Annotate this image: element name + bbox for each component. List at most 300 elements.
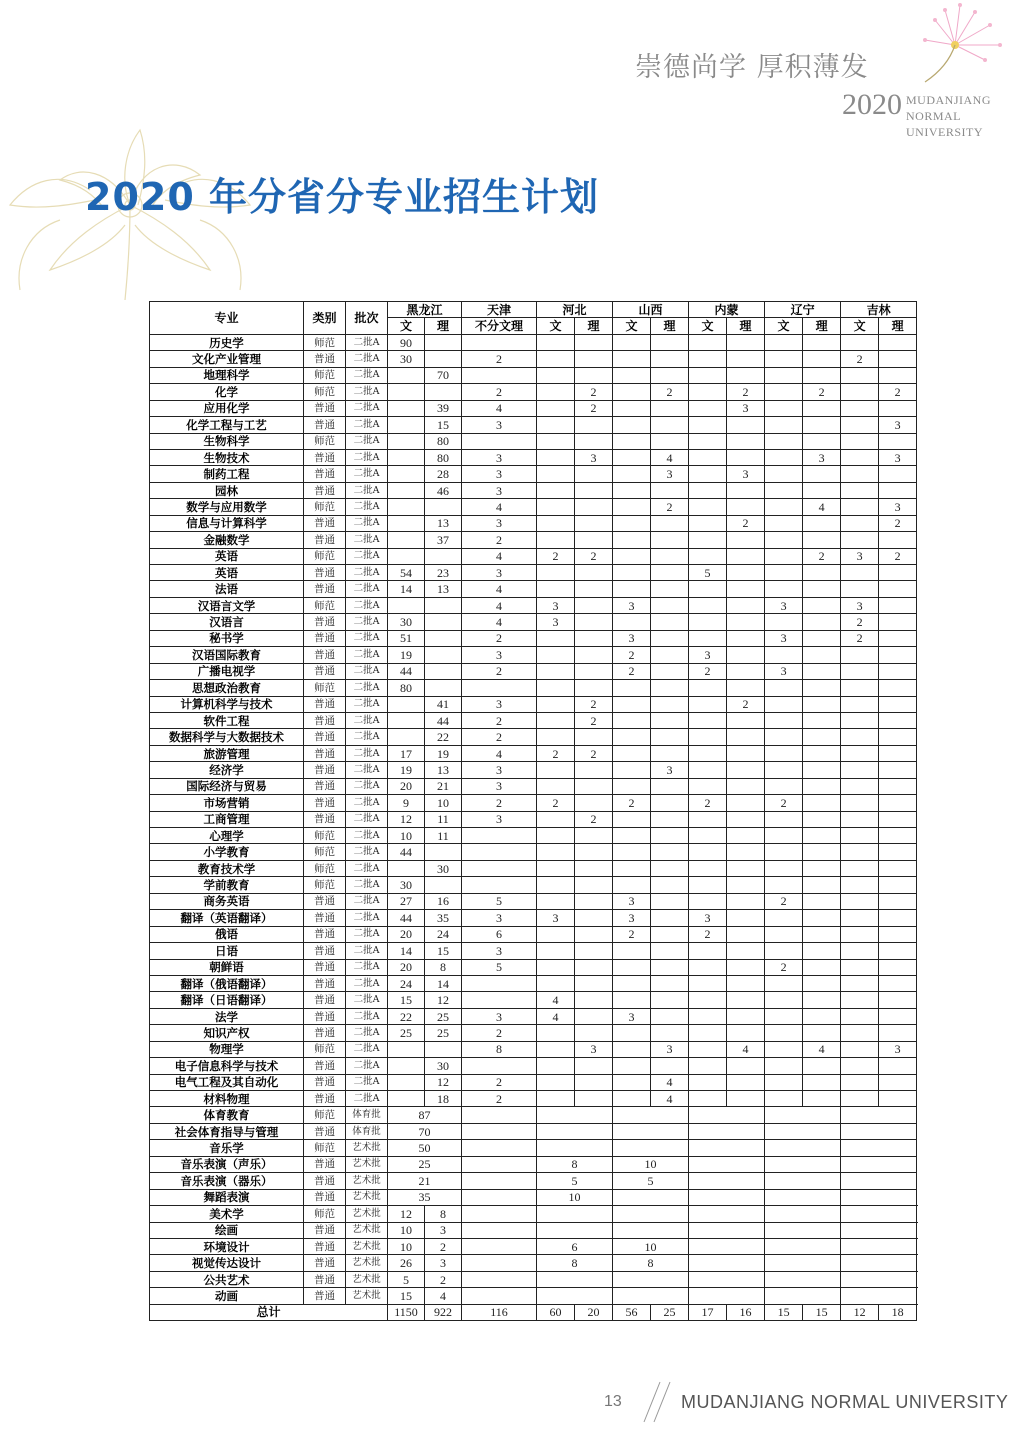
value-cell <box>803 597 841 613</box>
value-cell: 2 <box>425 1238 462 1254</box>
value-cell: 30 <box>388 351 425 367</box>
value-cell: 3 <box>462 696 537 712</box>
value-cell <box>575 1008 613 1024</box>
value-cell: 80 <box>388 680 425 696</box>
value-cell <box>575 1058 613 1074</box>
value-cell: 2 <box>727 515 765 531</box>
total-row <box>150 1304 917 1320</box>
value-cell <box>425 597 462 613</box>
table-row <box>150 811 917 827</box>
value-cell: 20 <box>388 778 425 794</box>
header-li: 理 <box>651 318 689 334</box>
value-cell: 3 <box>462 943 537 959</box>
value-cell <box>575 795 613 811</box>
value-cell <box>575 482 613 498</box>
value-cell <box>727 334 765 350</box>
batch-cell: 二批A <box>346 762 388 778</box>
table-row <box>150 367 917 383</box>
category-cell: 普通 <box>304 400 346 416</box>
header-wen: 文 <box>841 318 879 334</box>
batch-cell: 二批A <box>346 778 388 794</box>
value-cell: 37 <box>425 532 462 548</box>
value-cell <box>651 515 689 531</box>
value-cell: 2 <box>575 400 613 416</box>
value-cell <box>651 795 689 811</box>
value-cell <box>651 811 689 827</box>
value-cell: 3 <box>765 597 803 613</box>
value-cell <box>537 828 575 844</box>
value-cell: 28 <box>425 466 462 482</box>
value-cell <box>765 680 803 696</box>
value-cell <box>575 367 613 383</box>
value-cell <box>841 1074 879 1090</box>
value-cell <box>388 548 425 564</box>
value-cell: 4 <box>462 614 537 630</box>
value-cell <box>425 663 462 679</box>
value-cell <box>388 367 425 383</box>
value-cell <box>879 466 917 482</box>
value-cell <box>727 680 765 696</box>
value-cell <box>879 1025 917 1041</box>
batch-cell: 二批A <box>346 400 388 416</box>
value-cell <box>879 828 917 844</box>
slogan: 崇德尚学 厚积薄发 <box>635 52 869 83</box>
value-cell <box>841 1173 917 1189</box>
value-cell <box>537 630 575 646</box>
value-cell: 13 <box>425 762 462 778</box>
category-cell: 普通 <box>304 943 346 959</box>
major-cell: 知识产权 <box>150 1025 304 1041</box>
header-wen: 文 <box>613 318 651 334</box>
value-cell <box>575 515 613 531</box>
major-cell: 朝鲜语 <box>150 959 304 975</box>
value-cell <box>537 482 575 498</box>
table-row <box>150 877 917 893</box>
value-cell: 44 <box>388 844 425 860</box>
category-cell: 师范 <box>304 334 346 350</box>
value-cell: 2 <box>575 696 613 712</box>
value-cell <box>689 828 727 844</box>
value-cell <box>537 1074 575 1090</box>
major-cell: 绘画 <box>150 1222 304 1238</box>
value-cell <box>425 680 462 696</box>
value-cell: 4 <box>462 597 537 613</box>
value-cell: 23 <box>425 565 462 581</box>
value-cell <box>613 762 651 778</box>
value-cell <box>537 367 575 383</box>
value-cell <box>879 680 917 696</box>
batch-cell: 二批A <box>346 1058 388 1074</box>
value-cell <box>462 1107 537 1123</box>
header-wen: 文 <box>537 318 575 334</box>
value-cell: 3 <box>462 910 537 926</box>
major-cell: 日语 <box>150 943 304 959</box>
value-cell <box>462 1271 537 1287</box>
value-cell <box>727 910 765 926</box>
value-cell <box>537 975 575 991</box>
value-cell <box>841 1008 879 1024</box>
table-row <box>150 1288 917 1304</box>
value-cell <box>689 1238 765 1254</box>
value-cell: 3 <box>879 417 917 433</box>
value-cell <box>841 1041 879 1057</box>
batch-cell: 二批A <box>346 844 388 860</box>
value-cell: 8 <box>462 1041 537 1057</box>
value-cell <box>841 1107 917 1123</box>
value-cell: 2 <box>575 745 613 761</box>
value-cell <box>689 844 727 860</box>
value-cell: 3 <box>613 893 651 909</box>
value-cell <box>651 696 689 712</box>
batch-cell: 二批A <box>346 729 388 745</box>
value-cell <box>425 1041 462 1057</box>
value-cell <box>462 1123 537 1139</box>
value-cell: 3 <box>765 663 803 679</box>
value-cell <box>765 1123 841 1139</box>
value-cell: 8 <box>613 1255 689 1271</box>
major-cell: 公共艺术 <box>150 1271 304 1287</box>
batch-cell: 二批A <box>346 910 388 926</box>
value-cell <box>841 778 879 794</box>
value-cell <box>689 499 727 515</box>
value-cell <box>388 384 425 400</box>
value-cell <box>613 1091 651 1107</box>
value-cell <box>689 992 727 1008</box>
value-cell <box>575 351 613 367</box>
value-cell: 2 <box>689 795 727 811</box>
value-cell <box>537 1288 613 1304</box>
value-cell: 4 <box>803 1041 841 1057</box>
value-cell <box>537 778 575 794</box>
major-cell: 秘书学 <box>150 630 304 646</box>
table-row <box>150 860 917 876</box>
category-cell: 师范 <box>304 828 346 844</box>
value-cell <box>765 417 803 433</box>
value-cell <box>803 910 841 926</box>
value-cell: 3 <box>651 762 689 778</box>
value-cell: 19 <box>388 647 425 663</box>
value-cell: 3 <box>689 647 727 663</box>
major-cell: 汉语言 <box>150 614 304 630</box>
value-cell <box>462 1222 537 1238</box>
value-cell <box>765 1025 803 1041</box>
value-cell <box>651 778 689 794</box>
value-cell <box>879 597 917 613</box>
value-cell: 44 <box>425 712 462 728</box>
table-row <box>150 1173 917 1189</box>
category-cell: 普通 <box>304 565 346 581</box>
header-li: 理 <box>425 318 462 334</box>
value-cell <box>727 745 765 761</box>
value-cell: 19 <box>425 745 462 761</box>
value-cell: 50 <box>388 1140 462 1156</box>
major-cell: 音乐表演（器乐） <box>150 1173 304 1189</box>
value-cell: 10 <box>388 828 425 844</box>
value-cell: 21 <box>425 778 462 794</box>
value-cell <box>537 499 575 515</box>
batch-cell: 二批A <box>346 614 388 630</box>
value-cell <box>537 449 575 465</box>
batch-cell: 二批A <box>346 499 388 515</box>
value-cell <box>841 828 879 844</box>
category-cell: 普通 <box>304 1156 346 1172</box>
value-cell: 2 <box>727 696 765 712</box>
value-cell <box>841 334 879 350</box>
value-cell <box>575 877 613 893</box>
value-cell <box>765 565 803 581</box>
major-cell: 制药工程 <box>150 466 304 482</box>
value-cell: 2 <box>765 795 803 811</box>
value-cell <box>841 1288 917 1304</box>
value-cell <box>388 449 425 465</box>
major-cell: 历史学 <box>150 334 304 350</box>
value-cell: 13 <box>425 581 462 597</box>
value-cell: 5 <box>689 565 727 581</box>
value-cell <box>575 499 613 515</box>
table-row <box>150 1074 917 1090</box>
total-value-cell: 15 <box>803 1304 841 1320</box>
value-cell <box>879 844 917 860</box>
category-cell: 普通 <box>304 647 346 663</box>
value-cell <box>841 1238 917 1254</box>
value-cell <box>879 893 917 909</box>
value-cell: 3 <box>613 910 651 926</box>
header-li: 理 <box>879 318 917 334</box>
major-cell: 翻译（日语翻译） <box>150 992 304 1008</box>
value-cell <box>841 532 879 548</box>
value-cell: 3 <box>613 630 651 646</box>
value-cell <box>727 1091 765 1107</box>
value-cell: 70 <box>425 367 462 383</box>
category-cell: 普通 <box>304 893 346 909</box>
value-cell <box>537 762 575 778</box>
value-cell <box>537 1206 613 1222</box>
value-cell <box>803 975 841 991</box>
batch-cell: 艺术批 <box>346 1206 388 1222</box>
value-cell <box>575 844 613 860</box>
value-cell <box>803 795 841 811</box>
category-cell: 普通 <box>304 1255 346 1271</box>
value-cell <box>765 384 803 400</box>
category-cell: 师范 <box>304 548 346 564</box>
value-cell <box>388 400 425 416</box>
value-cell <box>537 400 575 416</box>
category-cell: 师范 <box>304 1140 346 1156</box>
value-cell: 13 <box>425 515 462 531</box>
table-row <box>150 844 917 860</box>
value-cell <box>879 1091 917 1107</box>
value-cell <box>841 992 879 1008</box>
table-row <box>150 565 917 581</box>
value-cell: 90 <box>388 334 425 350</box>
table-row <box>150 910 917 926</box>
value-cell <box>765 1140 841 1156</box>
value-cell: 2 <box>613 926 651 942</box>
batch-cell: 二批A <box>346 515 388 531</box>
value-cell: 44 <box>388 663 425 679</box>
batch-cell: 二批A <box>346 548 388 564</box>
value-cell <box>425 877 462 893</box>
value-cell <box>879 581 917 597</box>
value-cell <box>765 433 803 449</box>
value-cell <box>727 893 765 909</box>
value-cell <box>803 877 841 893</box>
value-cell <box>803 515 841 531</box>
value-cell <box>765 400 803 416</box>
value-cell: 4 <box>462 581 537 597</box>
value-cell <box>388 466 425 482</box>
value-cell <box>841 384 879 400</box>
major-cell: 商务英语 <box>150 893 304 909</box>
value-cell: 3 <box>651 1041 689 1057</box>
value-cell <box>462 1058 537 1074</box>
header-province: 内蒙 <box>689 302 765 318</box>
value-cell <box>803 1058 841 1074</box>
value-cell <box>841 400 879 416</box>
value-cell: 4 <box>462 499 537 515</box>
value-cell <box>803 811 841 827</box>
value-cell <box>689 778 727 794</box>
value-cell: 12 <box>388 811 425 827</box>
value-cell <box>462 1206 537 1222</box>
header-province: 天津 <box>462 302 537 318</box>
value-cell <box>462 975 537 991</box>
value-cell <box>841 844 879 860</box>
batch-cell: 二批A <box>346 663 388 679</box>
value-cell <box>537 860 575 876</box>
header-province: 河北 <box>537 302 613 318</box>
value-cell: 2 <box>651 499 689 515</box>
value-cell <box>537 1025 575 1041</box>
table-row <box>150 449 917 465</box>
value-cell <box>803 433 841 449</box>
batch-cell: 二批A <box>346 877 388 893</box>
table-row <box>150 762 917 778</box>
major-cell: 学前教育 <box>150 877 304 893</box>
value-cell <box>765 614 803 630</box>
value-cell: 3 <box>537 597 575 613</box>
value-cell <box>537 417 575 433</box>
value-cell <box>651 647 689 663</box>
major-cell: 视觉传达设计 <box>150 1255 304 1271</box>
value-cell <box>879 630 917 646</box>
value-cell <box>727 877 765 893</box>
value-cell <box>651 844 689 860</box>
value-cell <box>689 384 727 400</box>
total-value-cell: 18 <box>879 1304 917 1320</box>
value-cell: 2 <box>613 663 651 679</box>
value-cell <box>689 400 727 416</box>
total-label: 总计 <box>150 1304 388 1320</box>
value-cell: 4 <box>462 400 537 416</box>
value-cell: 3 <box>537 910 575 926</box>
value-cell <box>689 975 727 991</box>
value-cell <box>388 860 425 876</box>
value-cell <box>575 597 613 613</box>
value-cell: 2 <box>765 959 803 975</box>
enrollment-plan-table <box>149 301 917 1321</box>
value-cell: 12 <box>425 992 462 1008</box>
value-cell <box>765 1107 841 1123</box>
value-cell <box>651 482 689 498</box>
table-row <box>150 828 917 844</box>
value-cell <box>651 926 689 942</box>
batch-cell: 艺术批 <box>346 1271 388 1287</box>
value-cell <box>841 795 879 811</box>
category-cell: 普通 <box>304 712 346 728</box>
value-cell <box>879 1008 917 1024</box>
major-cell: 生物科学 <box>150 433 304 449</box>
value-cell <box>765 1222 841 1238</box>
value-cell <box>575 860 613 876</box>
table-row <box>150 663 917 679</box>
value-cell <box>613 482 651 498</box>
table-header-row <box>150 302 917 318</box>
university-name-line: UNIVERSITY <box>906 125 983 139</box>
major-cell: 化学工程与工艺 <box>150 417 304 433</box>
value-cell: 3 <box>462 515 537 531</box>
table-row <box>150 630 917 646</box>
value-cell: 8 <box>537 1255 613 1271</box>
value-cell: 2 <box>575 548 613 564</box>
table-row <box>150 482 917 498</box>
value-cell <box>803 943 841 959</box>
value-cell <box>388 482 425 498</box>
value-cell <box>651 828 689 844</box>
value-cell <box>537 926 575 942</box>
value-cell <box>651 1025 689 1041</box>
value-cell <box>765 975 803 991</box>
value-cell <box>765 844 803 860</box>
value-cell <box>803 1025 841 1041</box>
flower-decoration <box>915 0 1020 85</box>
value-cell <box>689 860 727 876</box>
major-cell: 计算机科学与技术 <box>150 696 304 712</box>
table-row <box>150 581 917 597</box>
major-cell: 环境设计 <box>150 1238 304 1254</box>
value-cell: 2 <box>803 384 841 400</box>
category-cell: 普通 <box>304 449 346 465</box>
value-cell <box>462 992 537 1008</box>
value-cell: 3 <box>462 482 537 498</box>
value-cell: 15 <box>388 1288 425 1304</box>
value-cell <box>879 351 917 367</box>
value-cell <box>651 614 689 630</box>
value-cell: 2 <box>879 384 917 400</box>
value-cell <box>879 959 917 975</box>
batch-cell: 二批A <box>346 581 388 597</box>
value-cell: 2 <box>537 548 575 564</box>
value-cell: 2 <box>462 384 537 400</box>
value-cell <box>689 959 727 975</box>
category-cell: 师范 <box>304 433 346 449</box>
value-cell <box>841 466 879 482</box>
value-cell <box>689 1288 765 1304</box>
table-row <box>150 1058 917 1074</box>
value-cell <box>651 351 689 367</box>
table-row <box>150 680 917 696</box>
total-value-cell: 12 <box>841 1304 879 1320</box>
major-cell: 汉语国际教育 <box>150 647 304 663</box>
value-cell: 2 <box>462 712 537 728</box>
major-cell: 体育教育 <box>150 1107 304 1123</box>
value-cell <box>425 548 462 564</box>
category-cell: 普通 <box>304 1222 346 1238</box>
value-cell: 25 <box>425 1025 462 1041</box>
value-cell <box>462 680 537 696</box>
batch-cell: 二批A <box>346 565 388 581</box>
value-cell <box>537 1107 613 1123</box>
